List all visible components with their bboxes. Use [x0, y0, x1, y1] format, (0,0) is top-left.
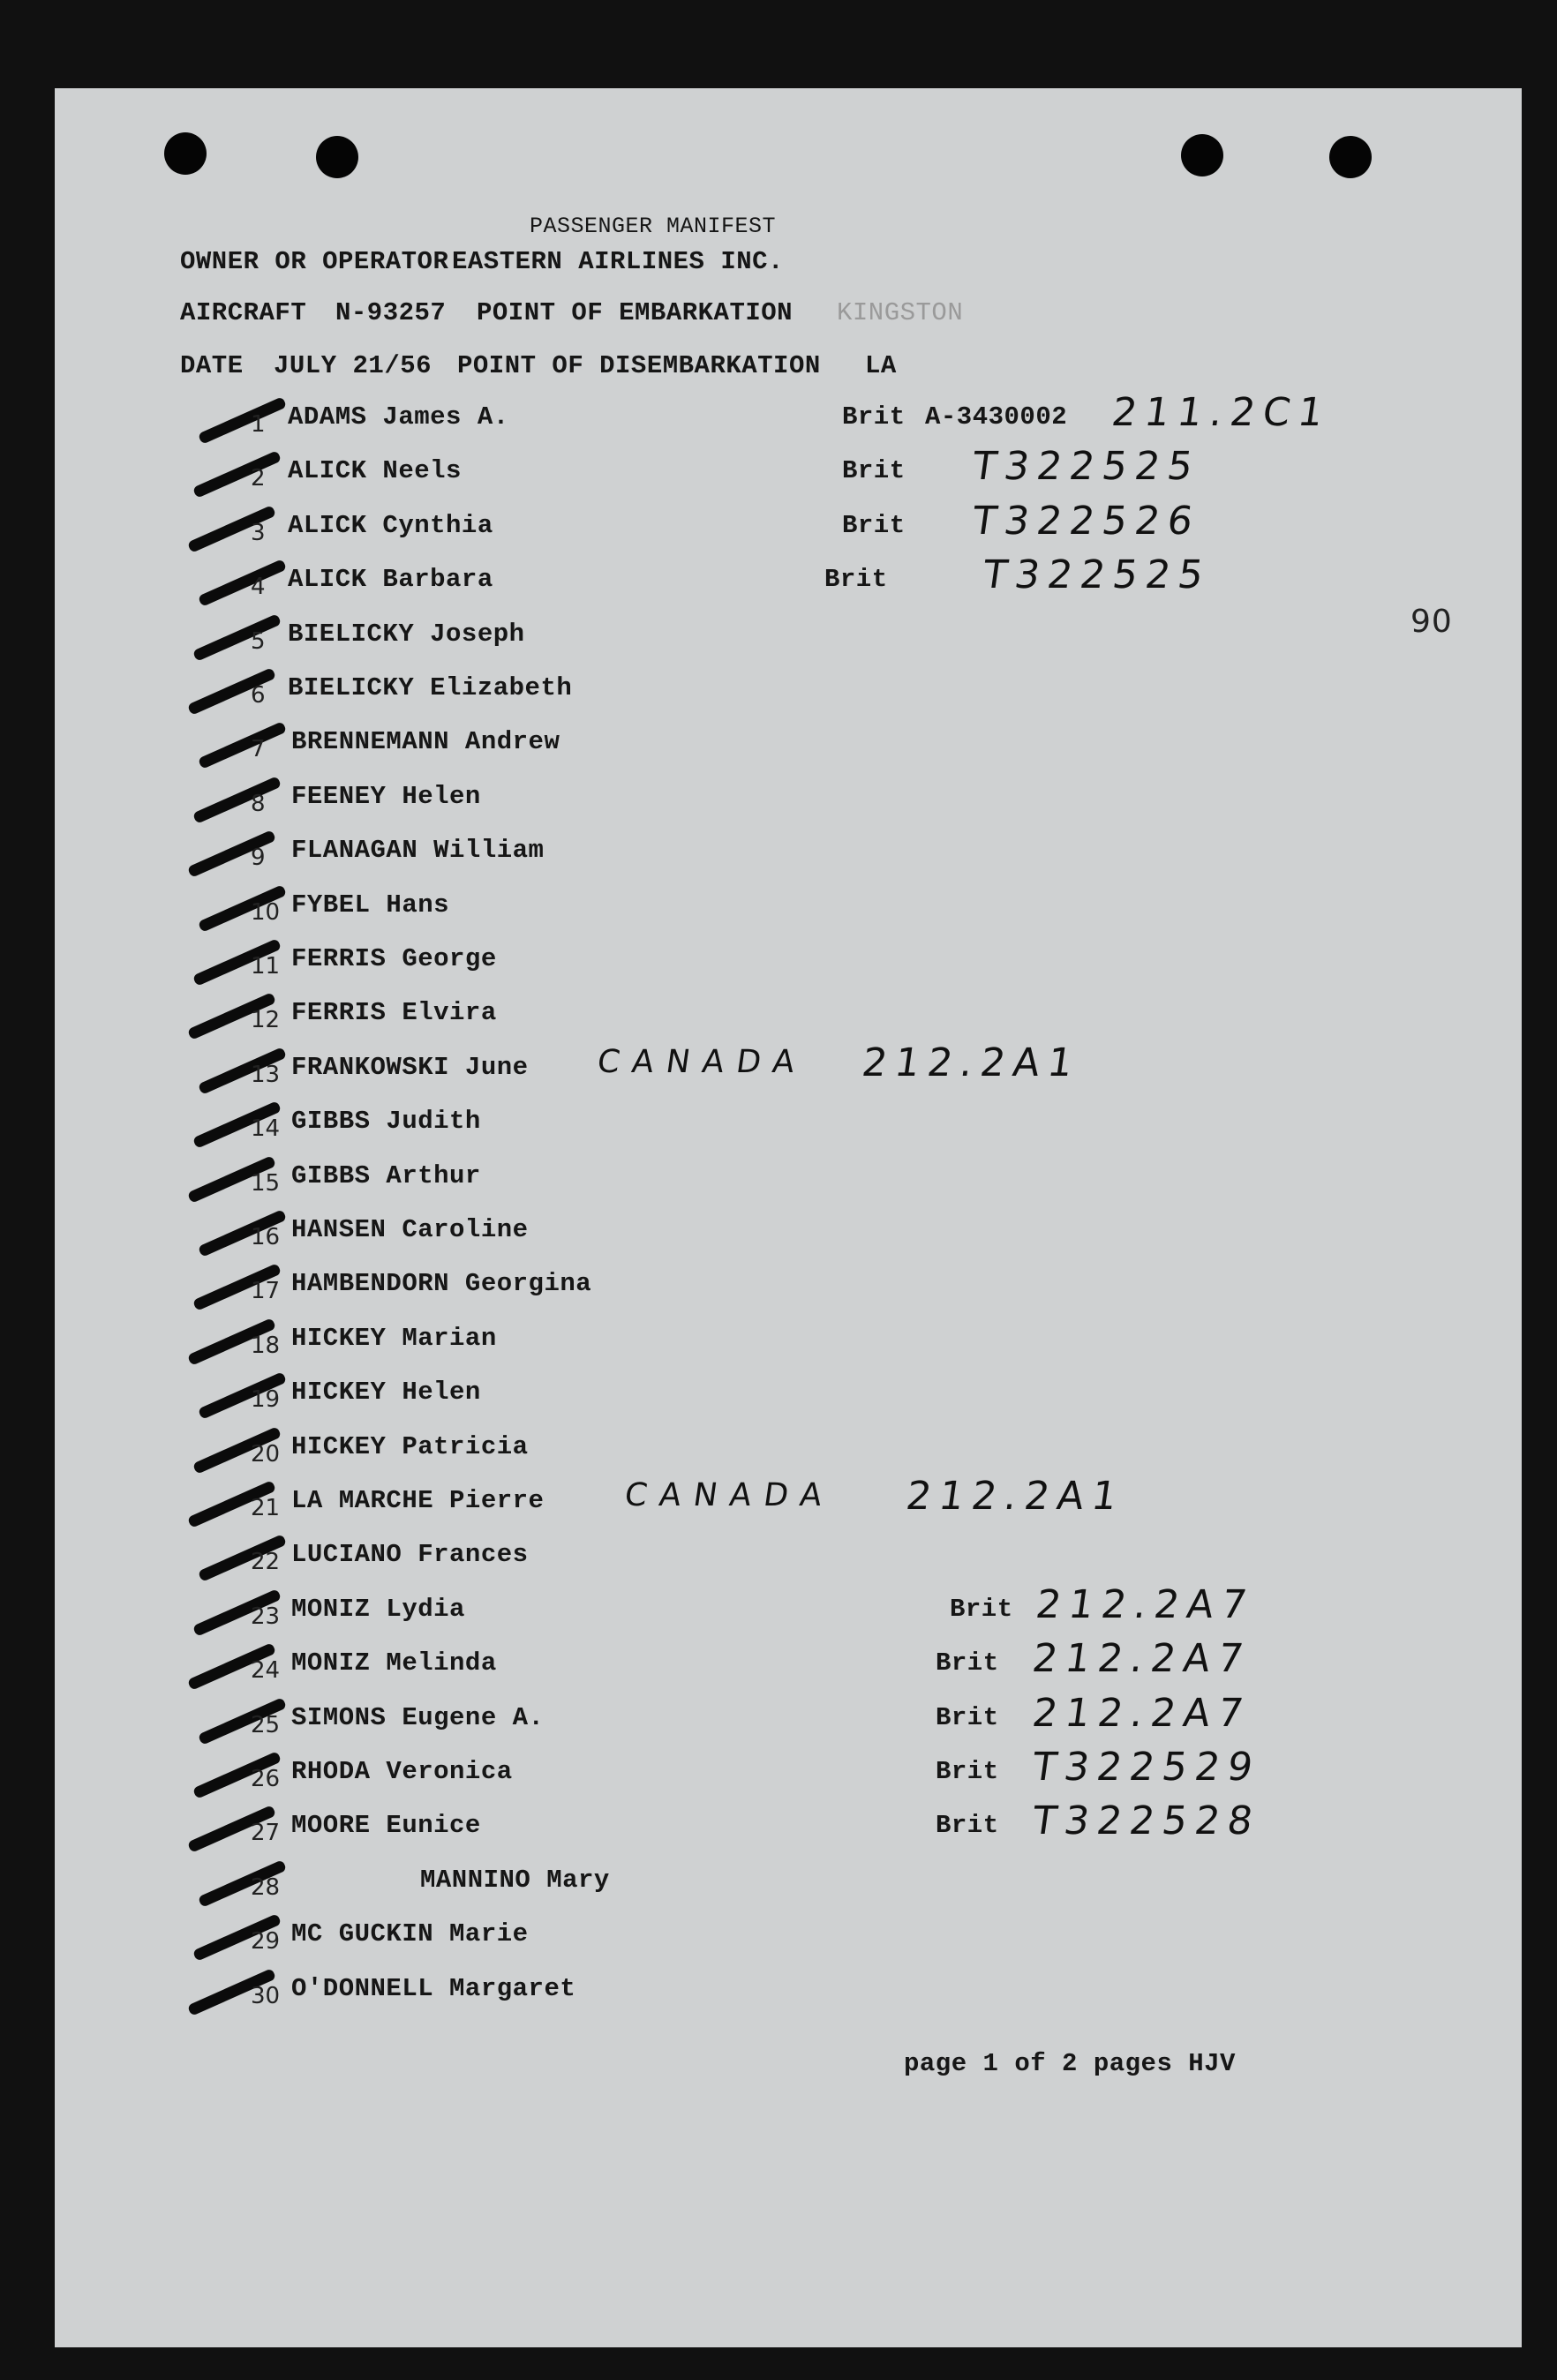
passenger-note: T322525: [969, 444, 1204, 490]
row-number: 12: [251, 1007, 281, 1034]
passenger-name: ALICK Barbara: [288, 565, 493, 595]
row-number: 21: [251, 1495, 281, 1521]
passenger-name: RHODA Veronica: [291, 1757, 513, 1786]
check-mark: [198, 722, 287, 770]
owner-label: OWNER OR OPERATOR: [180, 247, 449, 276]
row-number: 5: [251, 627, 266, 655]
row-number: 3: [251, 519, 266, 546]
check-mark: [198, 396, 287, 445]
check-mark: [192, 776, 282, 824]
passenger-note: T322526: [969, 498, 1204, 544]
passenger-name: ADAMS James A.: [288, 402, 509, 432]
passenger-nationality: Brit: [842, 510, 906, 540]
row-number: 15: [251, 1169, 281, 1197]
passenger-name: BRENNEMANN Andrew: [291, 727, 560, 757]
passenger-name: HICKEY Marian: [291, 1323, 497, 1353]
row-number: 2: [251, 465, 266, 492]
passenger-document: A-3430002: [925, 402, 1068, 432]
passenger-note: 212.2A1: [903, 1474, 1128, 1519]
passenger-name: MANNINO Mary: [420, 1865, 610, 1895]
passenger-name: FRANKOWSKI June: [291, 1052, 529, 1082]
row-number: 22: [251, 1549, 281, 1576]
row-number: 8: [251, 790, 266, 817]
passenger-name: GIBBS Judith: [291, 1107, 481, 1137]
passenger-note: 211.2C1: [1109, 390, 1335, 435]
passenger-name: MONIZ Melinda: [291, 1648, 497, 1678]
row-number: 17: [251, 1278, 281, 1305]
passenger-name: FEENEY Helen: [291, 781, 481, 811]
passenger-name: MONIZ Lydia: [291, 1594, 465, 1624]
passenger-name: O'DONNELL Margaret: [291, 1973, 576, 2003]
embarkation-label: POINT OF EMBARKATION: [477, 298, 794, 327]
passenger-note: 212.2A1: [859, 1040, 1084, 1085]
passenger-name: FYBEL Hans: [291, 890, 450, 920]
manifest-sheet: [55, 88, 1522, 2347]
date-label: DATE: [180, 351, 244, 380]
row-number: 9: [251, 845, 266, 872]
date-value: JULY 21/56: [274, 351, 432, 380]
passenger-note: 212.2A7: [1029, 1636, 1254, 1682]
row-number: 30: [251, 1982, 281, 2009]
passenger-nationality: Brit: [842, 402, 906, 432]
row-number: 14: [251, 1115, 281, 1143]
passenger-name: ALICK Cynthia: [288, 510, 493, 540]
passenger-name: LA MARCHE Pierre: [291, 1486, 545, 1515]
passenger-note: T322528: [1029, 1798, 1264, 1844]
punch-hole: [1329, 136, 1372, 178]
page-number: 90: [1410, 604, 1453, 640]
row-number: 20: [251, 1440, 281, 1468]
row-number: 11: [251, 953, 281, 980]
row-number: 29: [251, 1928, 281, 1956]
row-number: 18: [251, 1332, 281, 1359]
embarkation-value: KINGSTON: [837, 298, 964, 327]
passenger-nationality: Brit: [824, 565, 888, 595]
passenger-name: MOORE Eunice: [291, 1811, 481, 1841]
passenger-note: 212.2A7: [1033, 1581, 1258, 1627]
check-mark: [192, 451, 282, 499]
owner-value: EASTERN AIRLINES INC.: [452, 247, 784, 276]
check-mark: [192, 613, 282, 662]
punch-hole: [316, 136, 358, 178]
passenger-nationality: Brit: [936, 1702, 999, 1732]
passenger-name: FERRIS George: [291, 944, 497, 973]
passenger-note: T322525: [980, 552, 1215, 598]
row-number: 27: [251, 1820, 281, 1847]
passenger-nationality: Brit: [936, 1757, 999, 1786]
passenger-name: HICKEY Patricia: [291, 1431, 529, 1461]
passenger-nationality: CANADA: [595, 1043, 809, 1080]
manifest-title: PASSENGER MANIFEST: [530, 214, 777, 239]
passenger-name: ALICK Neels: [288, 456, 462, 486]
passenger-nationality: Brit: [936, 1811, 999, 1841]
punch-hole: [1181, 134, 1223, 176]
row-number: 28: [251, 1873, 281, 1901]
punch-hole: [164, 132, 207, 175]
row-number: 7: [251, 736, 266, 763]
disembarkation-value: LA: [865, 351, 897, 380]
passenger-name: HANSEN Caroline: [291, 1215, 529, 1244]
passenger-name: HICKEY Helen: [291, 1378, 481, 1408]
page-footer: page 1 of 2 pages HJV: [904, 2049, 1236, 2078]
passenger-name: LUCIANO Frances: [291, 1540, 529, 1570]
passenger-note: 212.2A7: [1029, 1690, 1254, 1736]
passenger-nationality: Brit: [950, 1594, 1013, 1624]
passenger-name: BIELICKY Joseph: [288, 619, 525, 649]
row-number: 24: [251, 1657, 281, 1685]
disembarkation-label: POINT OF DISEMBARKATION: [457, 351, 821, 380]
row-number: 19: [251, 1386, 281, 1414]
passenger-name: HAMBENDORN Georgina: [291, 1269, 592, 1299]
passenger-note: T322529: [1029, 1745, 1264, 1790]
passenger-name: BIELICKY Elizabeth: [288, 673, 573, 702]
row-number: 25: [251, 1711, 281, 1738]
passenger-nationality: Brit: [842, 456, 906, 486]
row-number: 16: [251, 1224, 281, 1250]
passenger-nationality: Brit: [936, 1648, 999, 1678]
row-number: 10: [251, 898, 281, 926]
row-number: 6: [251, 682, 266, 709]
aircraft-value: N-93257: [335, 298, 447, 327]
passenger-name: GIBBS Arthur: [291, 1160, 481, 1190]
passenger-name: SIMONS Eugene A.: [291, 1702, 545, 1732]
passenger-name: FERRIS Elvira: [291, 998, 497, 1028]
passenger-name: MC GUCKIN Marie: [291, 1919, 529, 1949]
check-mark: [198, 559, 287, 607]
row-number: 13: [251, 1061, 281, 1088]
row-number: 4: [251, 574, 266, 601]
row-number: 23: [251, 1603, 281, 1630]
aircraft-label: AIRCRAFT: [180, 298, 307, 327]
row-number: 1: [251, 411, 266, 438]
passenger-nationality: CANADA: [622, 1477, 837, 1513]
passenger-name: FLANAGAN William: [291, 836, 545, 866]
row-number: 26: [251, 1766, 281, 1792]
